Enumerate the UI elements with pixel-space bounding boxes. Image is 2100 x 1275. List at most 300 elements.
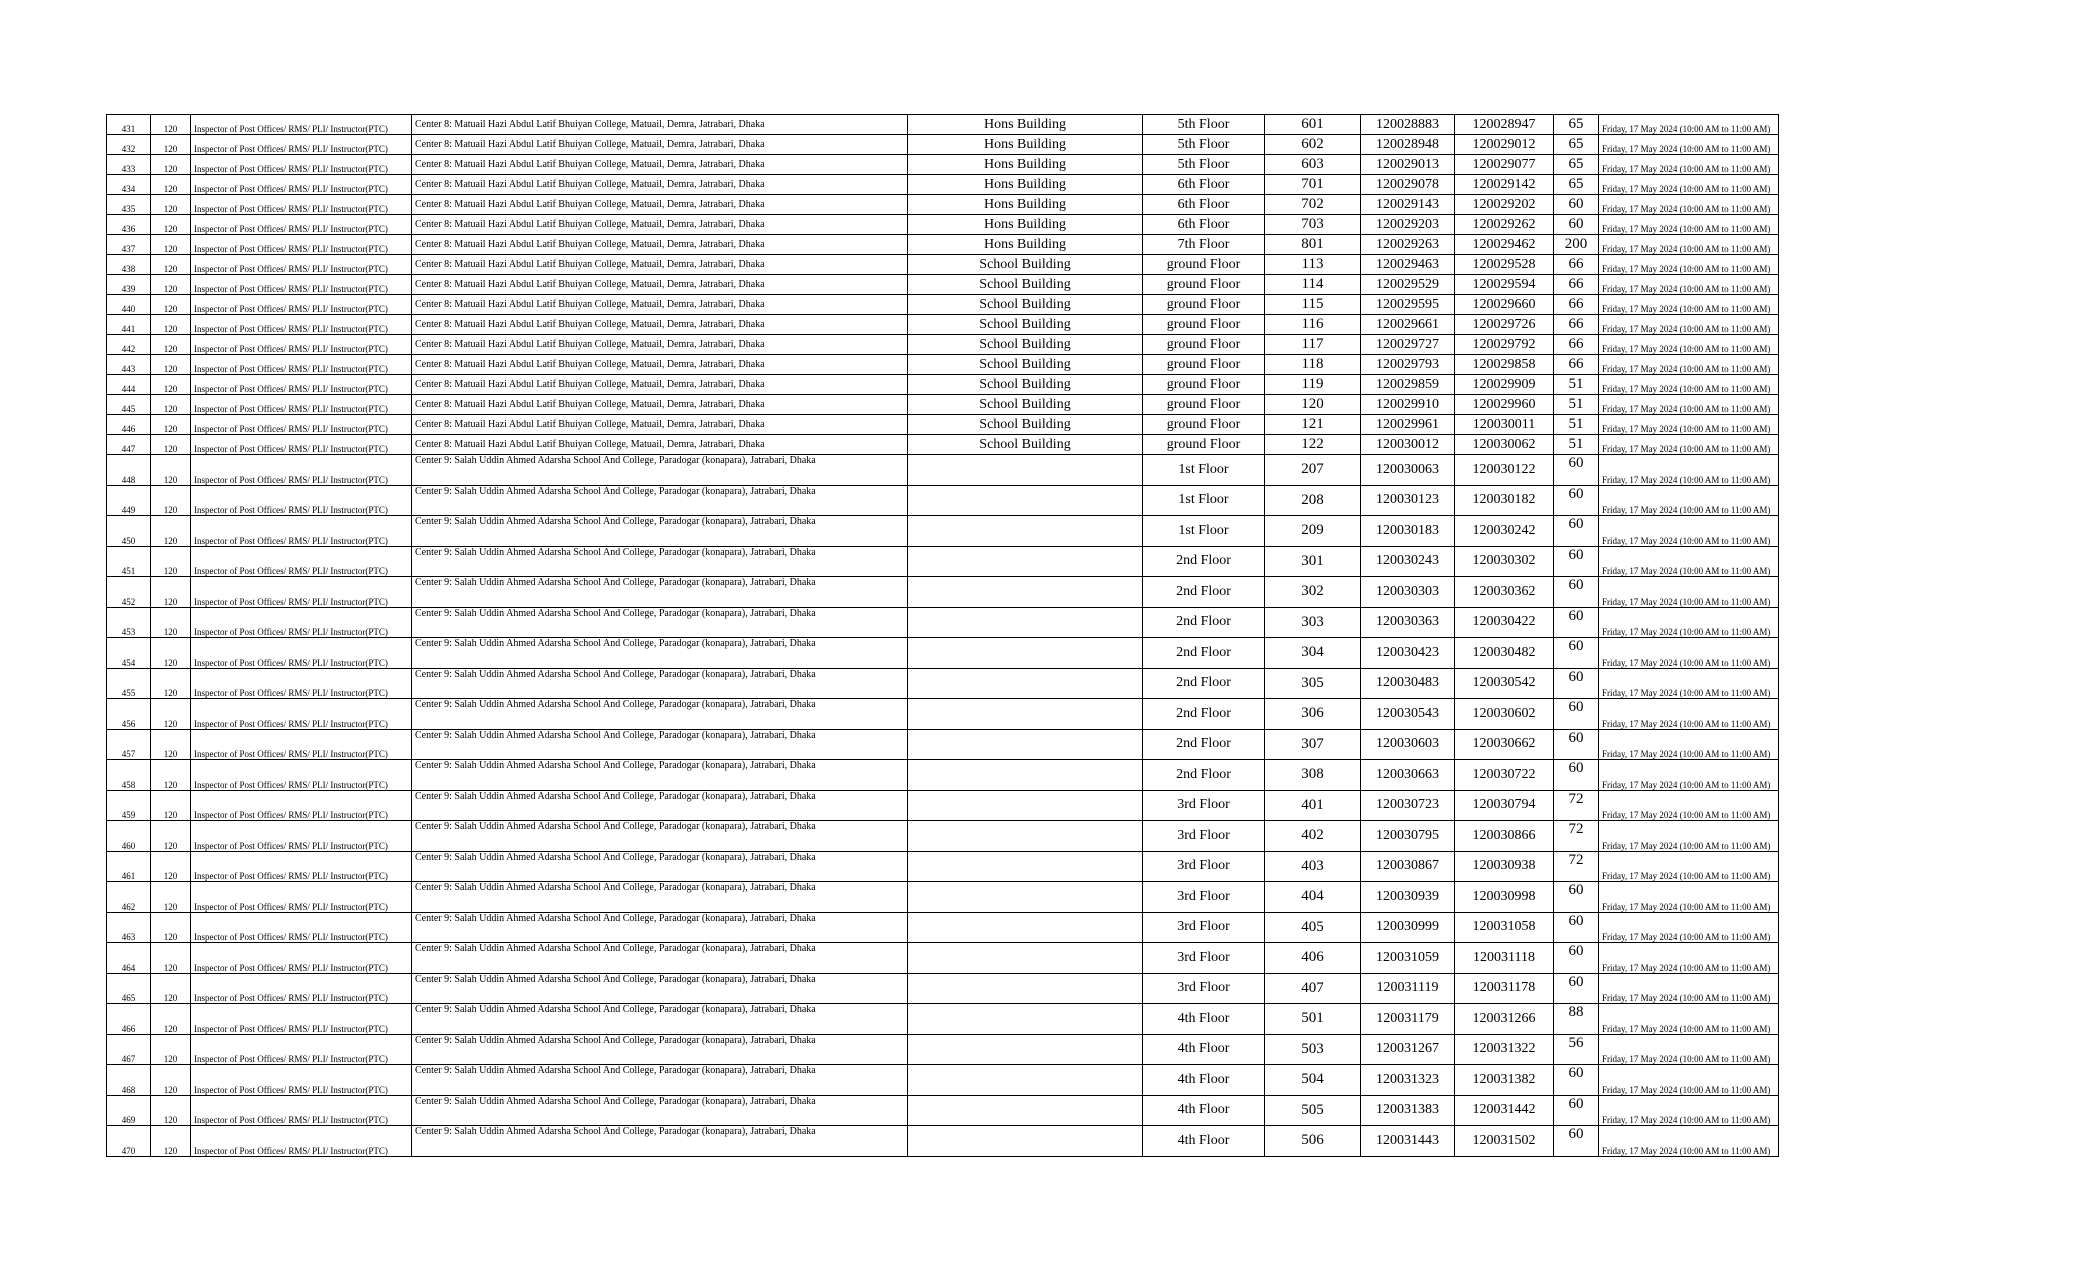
exam-center-cell: Center 9: Salah Uddin Ahmed Adarsha School And College, Paradogar (konapara), Jatrabari, Dhaka: [412, 882, 908, 913]
room-number-cell: 401: [1265, 790, 1361, 821]
exam-date-time-cell: Friday, 17 May 2024 (10:00 AM to 11:00 AM): [1599, 760, 1779, 791]
post-code-cell: 120: [151, 1065, 191, 1096]
exam-center-cell: Center 8: Matuail Hazi Abdul Latif Bhuiyan College, Matuail, Demra, Jatrabari, Dhaka: [412, 335, 908, 355]
exam-date-time-cell: Friday, 17 May 2024 (10:00 AM to 11:00 AM): [1599, 455, 1779, 486]
total-candidates-cell: 60: [1554, 699, 1599, 730]
building-cell: Hons Building: [908, 195, 1143, 215]
exam-date-time-cell: Friday, 17 May 2024 (10:00 AM to 11:00 AM): [1599, 315, 1779, 335]
room-number-cell: 113: [1265, 255, 1361, 275]
roll-from-cell: 120029727: [1361, 335, 1455, 355]
post-code-cell: 120: [151, 275, 191, 295]
serial-number-cell: 434: [107, 175, 151, 195]
roll-to-cell: 120030602: [1455, 699, 1554, 730]
table-row: [107, 973, 1779, 1004]
post-name-cell: Inspector of Post Offices/ RMS/ PLI/ Instructor(PTC): [191, 1034, 412, 1065]
roll-from-cell: 120029529: [1361, 275, 1455, 295]
post-name-cell: Inspector of Post Offices/ RMS/ PLI/ Instructor(PTC): [191, 882, 412, 913]
roll-to-cell: 120029142: [1455, 175, 1554, 195]
post-code-cell: 120: [151, 315, 191, 335]
floor-cell: 1st Floor: [1143, 516, 1265, 547]
room-number-cell: 209: [1265, 516, 1361, 547]
table-row: [107, 943, 1779, 974]
total-candidates-cell: 60: [1554, 577, 1599, 608]
table-row: [107, 546, 1779, 577]
building-cell: [908, 607, 1143, 638]
post-code-cell: 120: [151, 335, 191, 355]
building-cell: [908, 516, 1143, 547]
exam-center-cell: Center 8: Matuail Hazi Abdul Latif Bhuiyan College, Matuail, Demra, Jatrabari, Dhaka: [412, 395, 908, 415]
roll-to-cell: 120029792: [1455, 335, 1554, 355]
total-candidates-cell: 66: [1554, 315, 1599, 335]
building-cell: School Building: [908, 255, 1143, 275]
room-number-cell: 303: [1265, 607, 1361, 638]
total-candidates-cell: 60: [1554, 668, 1599, 699]
serial-number-cell: 453: [107, 607, 151, 638]
total-candidates-cell: 66: [1554, 275, 1599, 295]
serial-number-cell: 458: [107, 760, 151, 791]
roll-from-cell: 120030012: [1361, 435, 1455, 455]
building-cell: [908, 882, 1143, 913]
table-row: [107, 255, 1779, 275]
serial-number-cell: 442: [107, 335, 151, 355]
exam-date-time-cell: Friday, 17 May 2024 (10:00 AM to 11:00 AM): [1599, 821, 1779, 852]
post-name-cell: Inspector of Post Offices/ RMS/ PLI/ Instructor(PTC): [191, 973, 412, 1004]
room-number-cell: 301: [1265, 546, 1361, 577]
floor-cell: 5th Floor: [1143, 135, 1265, 155]
total-candidates-cell: 60: [1554, 882, 1599, 913]
exam-date-time-cell: Friday, 17 May 2024 (10:00 AM to 11:00 AM): [1599, 668, 1779, 699]
room-number-cell: 120: [1265, 395, 1361, 415]
floor-cell: 2nd Floor: [1143, 577, 1265, 608]
floor-cell: ground Floor: [1143, 315, 1265, 335]
exam-date-time-cell: Friday, 17 May 2024 (10:00 AM to 11:00 AM): [1599, 435, 1779, 455]
table-row: [107, 1004, 1779, 1035]
roll-to-cell: 120031266: [1455, 1004, 1554, 1035]
post-code-cell: 120: [151, 729, 191, 760]
exam-date-time-cell: Friday, 17 May 2024 (10:00 AM to 11:00 AM): [1599, 516, 1779, 547]
room-number-cell: 407: [1265, 973, 1361, 1004]
room-number-cell: 406: [1265, 943, 1361, 974]
exam-date-time-cell: Friday, 17 May 2024 (10:00 AM to 11:00 AM): [1599, 115, 1779, 135]
table-row: [107, 668, 1779, 699]
roll-to-cell: 120030542: [1455, 668, 1554, 699]
room-number-cell: 701: [1265, 175, 1361, 195]
roll-from-cell: 120029910: [1361, 395, 1455, 415]
exam-date-time-cell: Friday, 17 May 2024 (10:00 AM to 11:00 AM): [1599, 155, 1779, 175]
floor-cell: 2nd Floor: [1143, 668, 1265, 699]
total-candidates-cell: 72: [1554, 790, 1599, 821]
serial-number-cell: 466: [107, 1004, 151, 1035]
floor-cell: 6th Floor: [1143, 195, 1265, 215]
post-code-cell: 120: [151, 375, 191, 395]
roll-from-cell: 120028883: [1361, 115, 1455, 135]
room-number-cell: 504: [1265, 1065, 1361, 1096]
table-row: [107, 699, 1779, 730]
post-name-cell: Inspector of Post Offices/ RMS/ PLI/ Instructor(PTC): [191, 760, 412, 791]
roll-to-cell: 120030794: [1455, 790, 1554, 821]
roll-from-cell: 120030939: [1361, 882, 1455, 913]
floor-cell: 6th Floor: [1143, 175, 1265, 195]
roll-from-cell: 120029013: [1361, 155, 1455, 175]
table-row: [107, 607, 1779, 638]
room-number-cell: 122: [1265, 435, 1361, 455]
total-candidates-cell: 65: [1554, 135, 1599, 155]
table-row: [107, 315, 1779, 335]
exam-center-cell: Center 8: Matuail Hazi Abdul Latif Bhuiyan College, Matuail, Demra, Jatrabari, Dhaka: [412, 255, 908, 275]
post-name-cell: Inspector of Post Offices/ RMS/ PLI/ Instructor(PTC): [191, 255, 412, 275]
roll-to-cell: 120028947: [1455, 115, 1554, 135]
building-cell: [908, 1095, 1143, 1126]
exam-center-cell: Center 8: Matuail Hazi Abdul Latif Bhuiyan College, Matuail, Demra, Jatrabari, Dhaka: [412, 435, 908, 455]
exam-date-time-cell: Friday, 17 May 2024 (10:00 AM to 11:00 AM): [1599, 295, 1779, 315]
floor-cell: 5th Floor: [1143, 155, 1265, 175]
post-code-cell: 120: [151, 516, 191, 547]
exam-center-cell: Center 9: Salah Uddin Ahmed Adarsha School And College, Paradogar (konapara), Jatrabari, Dhaka: [412, 1065, 908, 1096]
building-cell: School Building: [908, 375, 1143, 395]
total-candidates-cell: 60: [1554, 516, 1599, 547]
table-row: [107, 175, 1779, 195]
building-cell: School Building: [908, 275, 1143, 295]
room-number-cell: 302: [1265, 577, 1361, 608]
building-cell: Hons Building: [908, 115, 1143, 135]
building-cell: [908, 546, 1143, 577]
floor-cell: 1st Floor: [1143, 485, 1265, 516]
total-candidates-cell: 72: [1554, 851, 1599, 882]
post-name-cell: Inspector of Post Offices/ RMS/ PLI/ Instructor(PTC): [191, 275, 412, 295]
roll-from-cell: 120030795: [1361, 821, 1455, 852]
exam-date-time-cell: Friday, 17 May 2024 (10:00 AM to 11:00 AM): [1599, 375, 1779, 395]
exam-date-time-cell: Friday, 17 May 2024 (10:00 AM to 11:00 AM): [1599, 415, 1779, 435]
total-candidates-cell: 60: [1554, 1126, 1599, 1157]
post-name-cell: Inspector of Post Offices/ RMS/ PLI/ Instructor(PTC): [191, 485, 412, 516]
floor-cell: 3rd Floor: [1143, 851, 1265, 882]
serial-number-cell: 461: [107, 851, 151, 882]
exam-date-time-cell: Friday, 17 May 2024 (10:00 AM to 11:00 AM): [1599, 851, 1779, 882]
total-candidates-cell: 88: [1554, 1004, 1599, 1035]
exam-date-time-cell: Friday, 17 May 2024 (10:00 AM to 11:00 AM): [1599, 699, 1779, 730]
floor-cell: ground Floor: [1143, 275, 1265, 295]
exam-date-time-cell: Friday, 17 May 2024 (10:00 AM to 11:00 AM): [1599, 607, 1779, 638]
floor-cell: 2nd Floor: [1143, 607, 1265, 638]
exam-date-time-cell: Friday, 17 May 2024 (10:00 AM to 11:00 AM): [1599, 973, 1779, 1004]
serial-number-cell: 438: [107, 255, 151, 275]
floor-cell: 1st Floor: [1143, 455, 1265, 486]
building-cell: [908, 485, 1143, 516]
post-code-cell: 120: [151, 295, 191, 315]
roll-from-cell: 120030999: [1361, 912, 1455, 943]
building-cell: [908, 973, 1143, 1004]
building-cell: [908, 943, 1143, 974]
table-row: [107, 790, 1779, 821]
post-name-cell: Inspector of Post Offices/ RMS/ PLI/ Instructor(PTC): [191, 455, 412, 486]
serial-number-cell: 431: [107, 115, 151, 135]
roll-from-cell: 120028948: [1361, 135, 1455, 155]
room-number-cell: 305: [1265, 668, 1361, 699]
post-code-cell: 120: [151, 255, 191, 275]
post-name-cell: Inspector of Post Offices/ RMS/ PLI/ Instructor(PTC): [191, 699, 412, 730]
table-row: [107, 275, 1779, 295]
room-number-cell: 115: [1265, 295, 1361, 315]
roll-to-cell: 120029960: [1455, 395, 1554, 415]
post-name-cell: Inspector of Post Offices/ RMS/ PLI/ Instructor(PTC): [191, 1065, 412, 1096]
total-candidates-cell: 60: [1554, 195, 1599, 215]
post-code-cell: 120: [151, 973, 191, 1004]
roll-to-cell: 120030998: [1455, 882, 1554, 913]
post-code-cell: 120: [151, 215, 191, 235]
exam-center-cell: Center 8: Matuail Hazi Abdul Latif Bhuiyan College, Matuail, Demra, Jatrabari, Dhaka: [412, 235, 908, 255]
exam-date-time-cell: Friday, 17 May 2024 (10:00 AM to 11:00 AM): [1599, 175, 1779, 195]
exam-center-cell: Center 8: Matuail Hazi Abdul Latif Bhuiyan College, Matuail, Demra, Jatrabari, Dhaka: [412, 295, 908, 315]
serial-number-cell: 451: [107, 546, 151, 577]
serial-number-cell: 432: [107, 135, 151, 155]
exam-date-time-cell: Friday, 17 May 2024 (10:00 AM to 11:00 AM): [1599, 485, 1779, 516]
roll-from-cell: 120029143: [1361, 195, 1455, 215]
floor-cell: 4th Floor: [1143, 1065, 1265, 1096]
exam-center-cell: Center 9: Salah Uddin Ahmed Adarsha School And College, Paradogar (konapara), Jatrabari, Dhaka: [412, 851, 908, 882]
building-cell: School Building: [908, 395, 1143, 415]
total-candidates-cell: 66: [1554, 355, 1599, 375]
serial-number-cell: 455: [107, 668, 151, 699]
serial-number-cell: 462: [107, 882, 151, 913]
building-cell: [908, 699, 1143, 730]
roll-to-cell: 120029528: [1455, 255, 1554, 275]
roll-from-cell: 120029859: [1361, 375, 1455, 395]
exam-date-time-cell: Friday, 17 May 2024 (10:00 AM to 11:00 AM): [1599, 335, 1779, 355]
exam-center-cell: Center 9: Salah Uddin Ahmed Adarsha School And College, Paradogar (konapara), Jatrabari, Dhaka: [412, 821, 908, 852]
seat-plan-table: [106, 114, 1779, 1157]
room-number-cell: 702: [1265, 195, 1361, 215]
post-name-cell: Inspector of Post Offices/ RMS/ PLI/ Instructor(PTC): [191, 546, 412, 577]
roll-to-cell: 120029858: [1455, 355, 1554, 375]
post-code-cell: 120: [151, 155, 191, 175]
exam-date-time-cell: Friday, 17 May 2024 (10:00 AM to 11:00 AM): [1599, 135, 1779, 155]
serial-number-cell: 447: [107, 435, 151, 455]
post-name-cell: Inspector of Post Offices/ RMS/ PLI/ Instructor(PTC): [191, 135, 412, 155]
room-number-cell: 501: [1265, 1004, 1361, 1035]
building-cell: [908, 821, 1143, 852]
floor-cell: 2nd Floor: [1143, 760, 1265, 791]
post-code-cell: 120: [151, 355, 191, 375]
exam-center-cell: Center 9: Salah Uddin Ahmed Adarsha School And College, Paradogar (konapara), Jatrabari, Dhaka: [412, 790, 908, 821]
roll-to-cell: 120029012: [1455, 135, 1554, 155]
floor-cell: ground Floor: [1143, 255, 1265, 275]
post-code-cell: 120: [151, 135, 191, 155]
table-row: [107, 1034, 1779, 1065]
post-code-cell: 120: [151, 851, 191, 882]
exam-center-cell: Center 9: Salah Uddin Ahmed Adarsha School And College, Paradogar (konapara), Jatrabari, Dhaka: [412, 1004, 908, 1035]
building-cell: School Building: [908, 415, 1143, 435]
serial-number-cell: 448: [107, 455, 151, 486]
table-row: [107, 155, 1779, 175]
table-row: [107, 455, 1779, 486]
building-cell: School Building: [908, 315, 1143, 335]
serial-number-cell: 463: [107, 912, 151, 943]
total-candidates-cell: 60: [1554, 729, 1599, 760]
floor-cell: 5th Floor: [1143, 115, 1265, 135]
table-row: [107, 415, 1779, 435]
building-cell: Hons Building: [908, 235, 1143, 255]
post-code-cell: 120: [151, 485, 191, 516]
total-candidates-cell: 72: [1554, 821, 1599, 852]
post-name-cell: Inspector of Post Offices/ RMS/ PLI/ Instructor(PTC): [191, 851, 412, 882]
post-code-cell: 120: [151, 760, 191, 791]
building-cell: [908, 851, 1143, 882]
table-row: [107, 1126, 1779, 1157]
roll-to-cell: 120029909: [1455, 375, 1554, 395]
floor-cell: 4th Floor: [1143, 1095, 1265, 1126]
total-candidates-cell: 65: [1554, 115, 1599, 135]
post-code-cell: 120: [151, 1034, 191, 1065]
room-number-cell: 505: [1265, 1095, 1361, 1126]
roll-to-cell: 120030662: [1455, 729, 1554, 760]
floor-cell: 3rd Floor: [1143, 973, 1265, 1004]
roll-to-cell: 120030011: [1455, 415, 1554, 435]
post-code-cell: 120: [151, 699, 191, 730]
building-cell: Hons Building: [908, 135, 1143, 155]
room-number-cell: 801: [1265, 235, 1361, 255]
post-name-cell: Inspector of Post Offices/ RMS/ PLI/ Instructor(PTC): [191, 668, 412, 699]
table-row: [107, 115, 1779, 135]
building-cell: Hons Building: [908, 215, 1143, 235]
roll-to-cell: 120029462: [1455, 235, 1554, 255]
total-candidates-cell: 60: [1554, 638, 1599, 669]
post-name-cell: Inspector of Post Offices/ RMS/ PLI/ Instructor(PTC): [191, 1126, 412, 1157]
serial-number-cell: 437: [107, 235, 151, 255]
exam-center-cell: Center 9: Salah Uddin Ahmed Adarsha School And College, Paradogar (konapara), Jatrabari, Dhaka: [412, 516, 908, 547]
post-code-cell: 120: [151, 943, 191, 974]
table-row: [107, 135, 1779, 155]
roll-to-cell: 120029594: [1455, 275, 1554, 295]
serial-number-cell: 468: [107, 1065, 151, 1096]
roll-from-cell: 120030123: [1361, 485, 1455, 516]
post-name-cell: Inspector of Post Offices/ RMS/ PLI/ Instructor(PTC): [191, 395, 412, 415]
total-candidates-cell: 60: [1554, 455, 1599, 486]
roll-from-cell: 120030363: [1361, 607, 1455, 638]
post-name-cell: Inspector of Post Offices/ RMS/ PLI/ Instructor(PTC): [191, 115, 412, 135]
table-row: [107, 821, 1779, 852]
roll-to-cell: 120030362: [1455, 577, 1554, 608]
total-candidates-cell: 200: [1554, 235, 1599, 255]
building-cell: [908, 455, 1143, 486]
roll-to-cell: 120029077: [1455, 155, 1554, 175]
table-row: [107, 577, 1779, 608]
roll-from-cell: 120030663: [1361, 760, 1455, 791]
roll-from-cell: 120030483: [1361, 668, 1455, 699]
table-row: [107, 375, 1779, 395]
total-candidates-cell: 56: [1554, 1034, 1599, 1065]
total-candidates-cell: 60: [1554, 215, 1599, 235]
post-code-cell: 120: [151, 638, 191, 669]
exam-center-cell: Center 8: Matuail Hazi Abdul Latif Bhuiyan College, Matuail, Demra, Jatrabari, Dhaka: [412, 175, 908, 195]
room-number-cell: 304: [1265, 638, 1361, 669]
serial-number-cell: 456: [107, 699, 151, 730]
total-candidates-cell: 51: [1554, 415, 1599, 435]
roll-to-cell: 120030242: [1455, 516, 1554, 547]
exam-center-cell: Center 9: Salah Uddin Ahmed Adarsha School And College, Paradogar (konapara), Jatrabari, Dhaka: [412, 912, 908, 943]
roll-to-cell: 120031322: [1455, 1034, 1554, 1065]
exam-center-cell: Center 9: Salah Uddin Ahmed Adarsha School And College, Paradogar (konapara), Jatrabari, Dhaka: [412, 1095, 908, 1126]
roll-from-cell: 120030423: [1361, 638, 1455, 669]
table-row: [107, 729, 1779, 760]
serial-number-cell: 443: [107, 355, 151, 375]
serial-number-cell: 464: [107, 943, 151, 974]
building-cell: [908, 1034, 1143, 1065]
building-cell: Hons Building: [908, 175, 1143, 195]
floor-cell: 3rd Floor: [1143, 912, 1265, 943]
serial-number-cell: 445: [107, 395, 151, 415]
roll-to-cell: 120031118: [1455, 943, 1554, 974]
post-code-cell: 120: [151, 235, 191, 255]
post-code-cell: 120: [151, 790, 191, 821]
roll-to-cell: 120030482: [1455, 638, 1554, 669]
exam-date-time-cell: Friday, 17 May 2024 (10:00 AM to 11:00 AM): [1599, 1004, 1779, 1035]
room-number-cell: 116: [1265, 315, 1361, 335]
floor-cell: ground Floor: [1143, 335, 1265, 355]
roll-to-cell: 120030182: [1455, 485, 1554, 516]
serial-number-cell: 436: [107, 215, 151, 235]
table-row: [107, 195, 1779, 215]
table-row: [107, 516, 1779, 547]
roll-from-cell: 120031059: [1361, 943, 1455, 974]
roll-from-cell: 120030183: [1361, 516, 1455, 547]
post-name-cell: Inspector of Post Offices/ RMS/ PLI/ Instructor(PTC): [191, 215, 412, 235]
roll-to-cell: 120030866: [1455, 821, 1554, 852]
serial-number-cell: 446: [107, 415, 151, 435]
post-code-cell: 120: [151, 415, 191, 435]
table-row: [107, 760, 1779, 791]
post-name-cell: Inspector of Post Offices/ RMS/ PLI/ Instructor(PTC): [191, 235, 412, 255]
building-cell: School Building: [908, 355, 1143, 375]
serial-number-cell: 454: [107, 638, 151, 669]
post-name-cell: Inspector of Post Offices/ RMS/ PLI/ Instructor(PTC): [191, 607, 412, 638]
roll-to-cell: 120030722: [1455, 760, 1554, 791]
room-number-cell: 121: [1265, 415, 1361, 435]
serial-number-cell: 459: [107, 790, 151, 821]
roll-to-cell: 120031178: [1455, 973, 1554, 1004]
total-candidates-cell: 60: [1554, 546, 1599, 577]
exam-date-time-cell: Friday, 17 May 2024 (10:00 AM to 11:00 AM): [1599, 195, 1779, 215]
floor-cell: ground Floor: [1143, 415, 1265, 435]
exam-center-cell: Center 9: Salah Uddin Ahmed Adarsha School And College, Paradogar (konapara), Jatrabari, Dhaka: [412, 638, 908, 669]
exam-date-time-cell: Friday, 17 May 2024 (10:00 AM to 11:00 AM): [1599, 790, 1779, 821]
exam-date-time-cell: Friday, 17 May 2024 (10:00 AM to 11:00 AM): [1599, 882, 1779, 913]
exam-center-cell: Center 9: Salah Uddin Ahmed Adarsha School And College, Paradogar (konapara), Jatrabari, Dhaka: [412, 607, 908, 638]
exam-center-cell: Center 9: Salah Uddin Ahmed Adarsha School And College, Paradogar (konapara), Jatrabari, Dhaka: [412, 455, 908, 486]
exam-center-cell: Center 8: Matuail Hazi Abdul Latif Bhuiyan College, Matuail, Demra, Jatrabari, Dhaka: [412, 155, 908, 175]
exam-date-time-cell: Friday, 17 May 2024 (10:00 AM to 11:00 AM): [1599, 1034, 1779, 1065]
roll-from-cell: 120030063: [1361, 455, 1455, 486]
room-number-cell: 119: [1265, 375, 1361, 395]
table-row: [107, 395, 1779, 415]
roll-from-cell: 120031383: [1361, 1095, 1455, 1126]
room-number-cell: 208: [1265, 485, 1361, 516]
exam-date-time-cell: Friday, 17 May 2024 (10:00 AM to 11:00 AM): [1599, 577, 1779, 608]
total-candidates-cell: 60: [1554, 607, 1599, 638]
room-number-cell: 503: [1265, 1034, 1361, 1065]
building-cell: [908, 729, 1143, 760]
post-code-cell: 120: [151, 1004, 191, 1035]
building-cell: [908, 668, 1143, 699]
total-candidates-cell: 66: [1554, 335, 1599, 355]
total-candidates-cell: 60: [1554, 973, 1599, 1004]
roll-to-cell: 120031058: [1455, 912, 1554, 943]
table-row: [107, 335, 1779, 355]
roll-from-cell: 120030243: [1361, 546, 1455, 577]
total-candidates-cell: 60: [1554, 1095, 1599, 1126]
exam-center-cell: Center 8: Matuail Hazi Abdul Latif Bhuiyan College, Matuail, Demra, Jatrabari, Dhaka: [412, 115, 908, 135]
roll-from-cell: 120029661: [1361, 315, 1455, 335]
roll-from-cell: 120031179: [1361, 1004, 1455, 1035]
